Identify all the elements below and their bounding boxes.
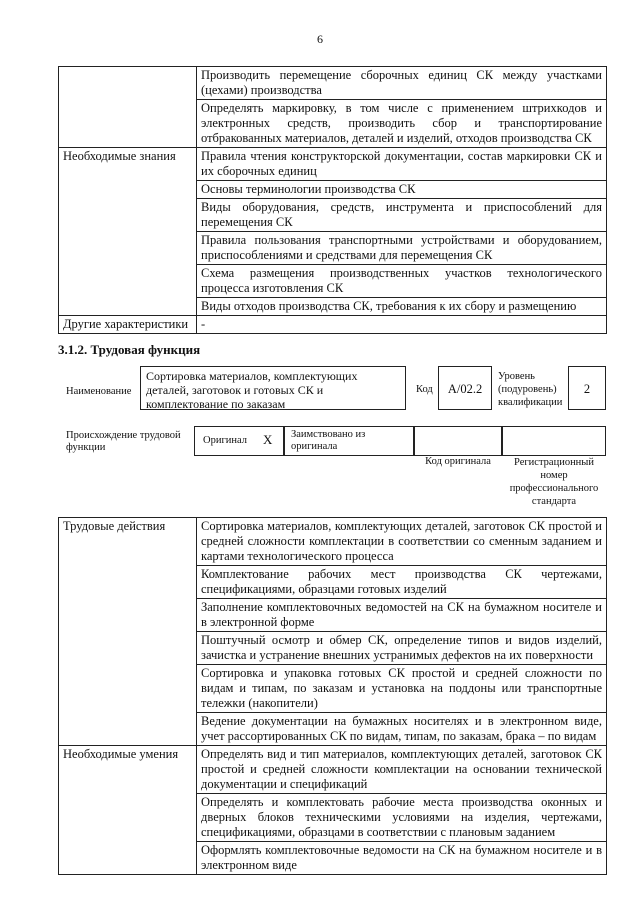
code-label: Код: [416, 384, 433, 395]
row-text: Поштучный осмотр и обмер СК, определение типов и видов изделий, зачистка и устранение внешних устранимых дефектов на их поверхности: [197, 632, 607, 665]
reg-number-label: Регистрационный номер профессионального стандарта: [509, 457, 599, 507]
row-text: -: [197, 316, 607, 334]
row-text: Сортировка и упаковка готовых СК простой и средней сложности по видам и типам, по заказам и установка на поддоны или транспортные тележки (накопители): [197, 665, 607, 713]
row-text: Сортировка материалов, комплектующих деталей, заготовок СК простой и средней сложности комплектации в соответствии со сменным заданием и картами технологического процесса: [197, 518, 607, 566]
page-number: 6: [317, 32, 323, 46]
section-title: 3.1.2. Трудовая функция: [58, 342, 201, 357]
level-box: [568, 366, 606, 410]
original-box: [194, 426, 284, 456]
row-label: Необходимые знания: [59, 148, 197, 316]
original-label: Оригинал: [203, 435, 247, 446]
table-row: [59, 148, 607, 181]
row-text: Производить перемещение сборочных единиц СК между участками (цехами) производства: [197, 67, 607, 100]
row-text: Определять вид и тип материалов, комплектующих деталей, заготовок СК простой и средней сложности комплектации на основании технической документации и спецификаций: [197, 746, 607, 794]
code-value: A/02.2: [447, 382, 483, 396]
row-text: Определять маркировку, в том числе с применением штрихкодов и электронных средств, производить сбор и транспортирование отбракованных материалов, деталей и изделий, отходов производства СК: [197, 100, 607, 148]
row-label: Трудовые действия: [59, 518, 197, 746]
row-text: Ведение документации на бумажных носителях и в электронном виде, учет рассортированных СК по видам, типам, по заказам, брака – по видам: [197, 713, 607, 746]
table-row: [59, 67, 607, 100]
code-box: [438, 366, 492, 410]
row-text: Определять и комплектовать рабочие места производства оконных и дверных блоков техническими условиями на изделия, чертежами, спецификациями, образцами в соответствии с плановым заданием: [197, 794, 607, 842]
function-name-box: [140, 366, 406, 410]
row-text: Основы терминологии производства СК: [197, 181, 607, 199]
code-original-label: Код оригинала: [425, 456, 491, 467]
row-label: [59, 67, 197, 148]
borrowed-box: [284, 426, 414, 456]
code-original-box: [414, 426, 502, 456]
table-row: [59, 518, 607, 566]
level-label: Уровень (подуровень) квалификации: [498, 371, 563, 408]
origin-label: Происхождение трудовой функции: [66, 430, 181, 453]
row-text: Правила пользования транспортными устройствами и оборудованием, приспособлениями и средствами для перемещения СК: [197, 232, 607, 265]
function-name-value: Сортировка материалов, комплектующих деталей, заготовок и готовых СК и комплектование по заказам: [146, 369, 358, 411]
reg-number-box: [502, 426, 606, 456]
row-text: Правила чтения конструкторской документации, состав маркировки СК и их сборочных единиц: [197, 148, 607, 181]
row-text: Виды оборудования, средств, инструмента и приспособлений для перемещения СК: [197, 199, 607, 232]
row-text: Заполнение комплектовочных ведомостей на СК на бумажном носителе и в электронной форме: [197, 599, 607, 632]
bottom-table: [58, 517, 607, 875]
row-text: Комплектование рабочих мест производства СК чертежами, спецификациями, образцами готовых изделий: [197, 566, 607, 599]
table-row: [59, 316, 607, 334]
row-text: Оформлять комплектовочные ведомости на СК на бумажном носителе и в электронном виде: [197, 842, 607, 875]
row-text: Виды отходов производства СК, требования к их сбору и размещению: [197, 298, 607, 316]
name-label: Наименование: [66, 386, 132, 397]
row-text: Схема размещения производственных участков технологического процесса изготовления СК: [197, 265, 607, 298]
original-mark: X: [263, 432, 273, 447]
row-label: Другие характеристики: [59, 316, 197, 334]
row-label: Необходимые умения: [59, 746, 197, 875]
borrowed-label: Заимствовано из оригинала: [291, 429, 366, 452]
table-row: [59, 746, 607, 794]
level-value: 2: [583, 382, 591, 396]
top-table: [58, 66, 607, 334]
